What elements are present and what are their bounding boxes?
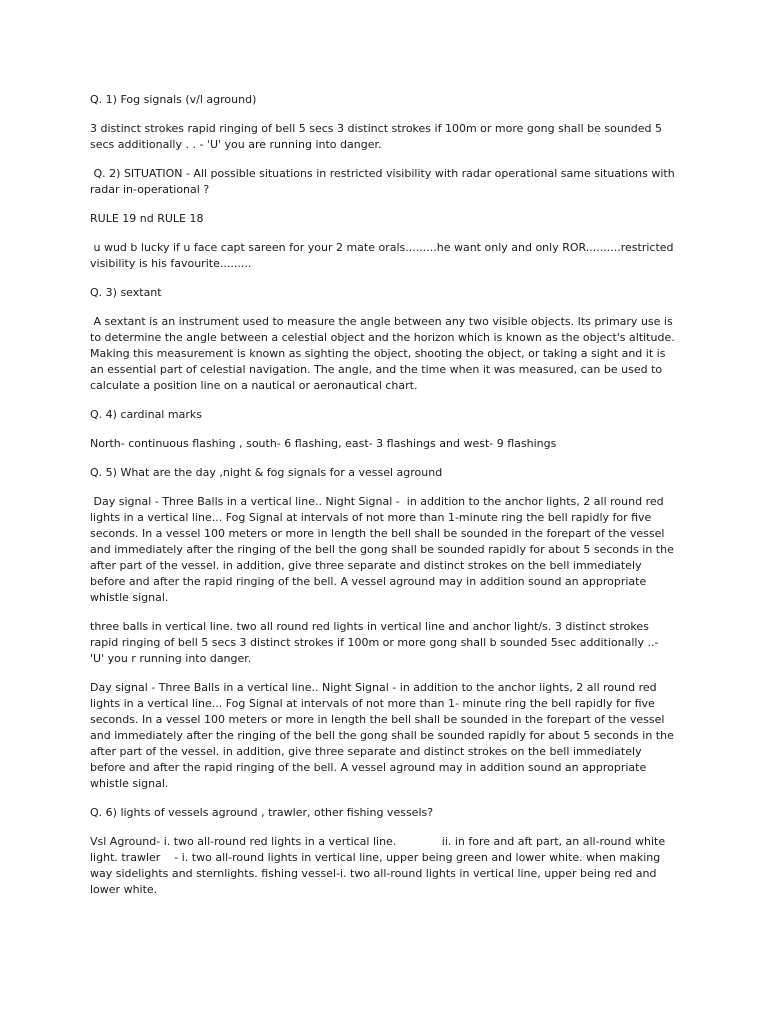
question-6-heading: Q. 6) lights of vessels aground , trawler, other fishing vessels? bbox=[90, 806, 434, 819]
question-5-answer-2: three balls in vertical line. two all round red lights in vertical line and anchor light/s. 3 distinct strokes rapid ringing of bell 5 secs 3 distinct strokes if 100m or more gong shall b sounded 5sec additionally ..- 'U' you r running into danger. bbox=[90, 620, 666, 665]
question-3-answer: A sextant is an instrument used to measure the angle between any two visible objects. Its primary use is to determine the angle between a celestial object and the horizon which is known as the object's altitude. Making this measurement is known as sighting the object, shooting the object, or taking a sight and it is an essential part of celestial navigation. The angle, and the time when it was measured, can be used to calculate a position line on a nautical or aeronautical chart. bbox=[90, 315, 679, 392]
question-2-heading: Q. 2) SITUATION - All possible situations in restricted visibility with radar operational same situations with radar in-operational ? bbox=[90, 167, 679, 196]
question-6-answer: Vsl Aground- i. two all-round red lights in a vertical line. ii. in fore and aft part, an all-round white light. trawler - i. two all-round lights in vertical line, upper being green and lower white. when making way sidelights and sternlights. fishing vessel-i. two all-round lights in vertical line, upper being red and lower white. bbox=[90, 835, 669, 896]
question-1-answer: 3 distinct strokes rapid ringing of bell 5 secs 3 distinct strokes if 100m or more gong shall be sounded 5 secs additionally . . - 'U' you are running into danger. bbox=[90, 122, 666, 151]
question-2-comment: u wud b lucky if u face capt sareen for your 2 mate orals.........he want only and only ROR..........restricted visibility is his favourite......... bbox=[90, 241, 678, 270]
document-body bbox=[90, 92, 678, 911]
question-5-answer-1: Day signal - Three Balls in a vertical line.. Night Signal - in addition to the anchor lights, 2 all round red lights in a vertical line... Fog Signal at intervals of not more than 1-minute ring the bell rapidly for five seconds. In a vessel 100 meters or more in length the bell shall be sounded in the forepart of the vessel and immediately after the ringing of the bell the gong shall be sounded rapidly for about 5 seconds in the after part of the vessel. in addition, give three separate and distinct strokes on the bell immediately before and after the rapid ringing of the bell. A vessel aground may in addition sound an appropriate whistle signal. bbox=[90, 495, 678, 604]
question-4-heading: Q. 4) cardinal marks bbox=[90, 408, 202, 421]
question-3-heading: Q. 3) sextant bbox=[90, 286, 162, 299]
question-4-answer: North- continuous flashing , south- 6 flashing, east- 3 flashings and west- 9 flashings bbox=[90, 437, 557, 450]
question-2-answer: RULE 19 nd RULE 18 bbox=[90, 212, 204, 225]
question-5-answer-3: Day signal - Three Balls in a vertical line.. Night Signal - in addition to the anchor lights, 2 all round red lights in a vertical line... Fog Signal at intervals of not more than 1- minute ring the bell rapidly for five seconds. In a vessel 100 meters or more in length the bell shall be sounded in the forepart of the vessel and immediately after the ringing of the bell the gong shall be sounded rapidly for about 5 seconds in the after part of the vessel. in addition, give three separate and distinct strokes on the bell immediately before and after the rapid ringing of the bell. A vessel aground may in addition sound an appropriate whistle signal. bbox=[90, 681, 678, 790]
question-1-heading: Q. 1) Fog signals (v/l aground) bbox=[90, 93, 257, 106]
question-5-heading: Q. 5) What are the day ,night & fog signals for a vessel aground bbox=[90, 466, 443, 479]
